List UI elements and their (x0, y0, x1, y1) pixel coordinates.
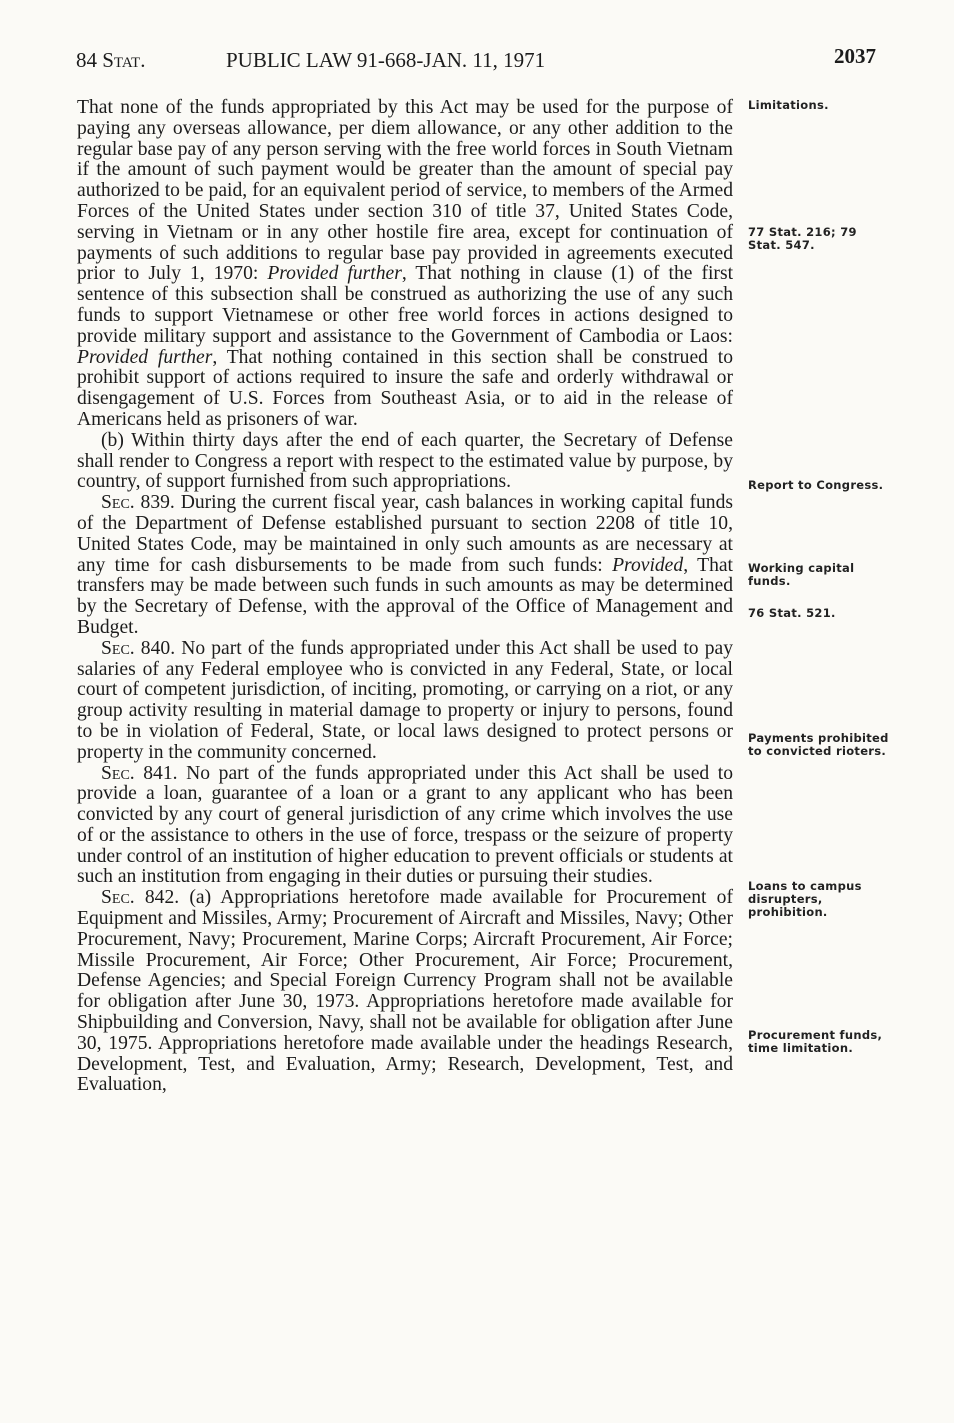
margin-note-payments-prohibited: Payments prohibited to convicted rioters. (748, 731, 889, 758)
paragraph (77, 493, 733, 639)
text-run: 840. No part of the funds appropriated under this Act shall be used to pay salaries of any Federal employee who is convicted in any Federal, State, or local court of competent jurisdiction, of inciting, promoting, or carrying on a riot, or any group activity resulting in material damage to property or injury to persons, found to be in violation of Federal, State, or local laws designed to protect persons or property in the community concerned. (77, 637, 733, 763)
italic-run: Provided further (77, 346, 213, 368)
text-run: , That transfers may be made between such funds in such amounts as may be determined by the Secretary of Defense, with the approval of the Office of Management and Budget. (77, 554, 734, 638)
text-run: 841. No part of the funds appropriated under this Act shall be used to provide a loan, guarantee of a loan or a grant to any applicant who has been convicted by any court of general jurisdiction of any crime which involves the use of or the assistance to others in the use of force, trespass or the seizure of property under control of an institution of higher education to prevent officials or students at such an institution from engaging in their duties or pursuing their studies. (77, 762, 733, 888)
text-run: 842. (a) Appropriations heretofore made available for Procurement of Equipment and Missiles, Army; Procurement of Aircraft and Missiles, Navy; Other Procurement, Navy; Procurement, Marine Corps; Aircraft Procurement, Air Force; Missile Procurement, Air Force; Other Procurement, Air Force; Procurement, Defense Agencies; and Special Foreign Currency Program shall not be available for obligation after June 30, 1973. Appropriations heretofore made available for Shipbuilding and Conversion, Navy, shall not be available for obligation after June 30, 1975. Appropriations heretofore made available under the headings Research, Development, Test, and Evaluation, Army; Research, Development, Test, and Evaluation, (77, 887, 733, 1096)
text-run: That none of the funds appropriated by this Act may be used for the purpose of paying any overseas allowance, per diem allowance, or any other addition to the regular base pay of any person serving with the free world forces in South Vietnam if the amount of such payment would be greater than the amount of special pay authorized to be paid, for an equivalent period of service, to members of the Armed Forces of the United States under section 310 of title 37, United States Code, serving in Vietnam or in any other hostile fire area, except for continuation of payments of such additions to regular base pay provided in agreements executed prior to July 1, 1970: (77, 97, 733, 285)
italic-run: Provided (612, 554, 684, 576)
paragraph (77, 764, 733, 889)
law-title: PUBLIC LAW 91-668-JAN. 11, 1971 (226, 48, 546, 72)
section-label: Sec. (101, 637, 135, 659)
margin-note-stat-ref-2: 76 Stat. 521. (748, 606, 836, 620)
section-label: Sec. (101, 762, 135, 784)
paragraph (77, 98, 733, 431)
margin-note-procurement-funds: Procurement funds, time limitation. (748, 1028, 883, 1055)
text-run: (b) Within thirty days after the end of each quarter, the Secretary of Defense shall render to Congress a report with respect to the estimated value by purpose, by country, of support furnished from such appropriations. (77, 429, 733, 493)
paragraph (77, 431, 733, 493)
margin-note-loans-campus: Loans to campus disrupters, prohibition. (748, 879, 862, 919)
page-header (76, 44, 876, 74)
margin-note-limitations: Limitations. (748, 98, 829, 112)
text-run: , That nothing in clause (1) of the first sentence of this subsection shall be construed as authorizing the use of any such funds to support Vietnamese or other free world forces in actions designed to provide military support and assistance to the Government of Cambodia or Laos: (77, 263, 734, 347)
text-run: , That nothing contained in this section shall be construed to prohibit support of actions required to insure the safe and orderly withdrawal or disengagement of U.S. Forces from Southeast Asia, or to aid in the release of Americans held as prisoners of war. (77, 346, 733, 430)
section-label: Sec. (101, 492, 135, 514)
paragraph (77, 888, 733, 1096)
page-number: 2037 (834, 44, 876, 68)
paragraph (77, 639, 733, 764)
margin-note-working-capital: Working capital funds. (748, 561, 855, 588)
main-text (77, 98, 733, 1096)
italic-run: Provided further (267, 263, 402, 285)
margin-note-report-to-congress: Report to Congress. (748, 478, 884, 492)
text-run: 839. During the current fiscal year, cash balances in working capital funds of the Department of Defense established pursuant to section 2208 of title 10, United States Code, may be maintained in only such amounts as are necessary at any time for cash disbursements to be made from such funds: (77, 492, 733, 576)
volume-citation: 84 Stat. (76, 48, 146, 72)
section-label: Sec. (101, 887, 135, 909)
margin-note-stat-ref-1: 77 Stat. 216; 79 Stat. 547. (748, 225, 857, 252)
